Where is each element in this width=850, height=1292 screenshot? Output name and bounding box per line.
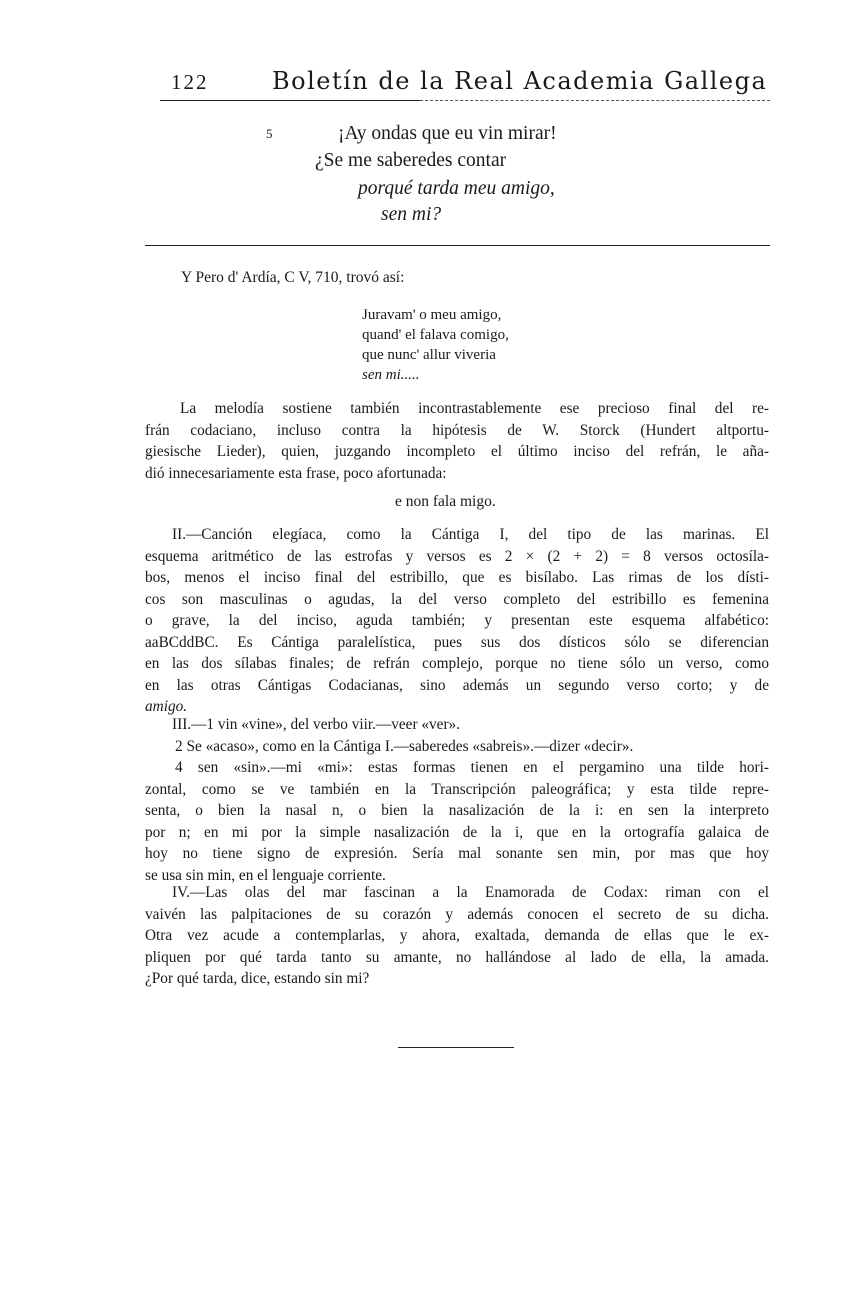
closing-rule <box>398 1047 514 1048</box>
p3-line-3: 4 sen «sin».—mi «mi»: estas formas tienen en el pergamino una tilde hori- <box>175 759 769 776</box>
p3-line-2: 2 Se «acaso», como en la Cántiga I.—saberedes «sabreis».—dizer «decir». <box>175 737 634 755</box>
page-number: 122 <box>171 70 209 94</box>
p4-line-4: pliquen por qué tarda tanto su amante, no hallándose al lado de ella, la amada. <box>145 948 769 966</box>
quote-line-4: sen mi..... <box>362 367 420 383</box>
p3-line-8: se usa sin min, en el lenguaje corriente. <box>145 866 386 884</box>
p2-line-7: en las dos sílabas finales; de refrán complejo, porque no tiene sólo un verso, como <box>145 655 769 672</box>
poem-rule <box>145 245 770 246</box>
poem-line-3: porqué tarda meu amigo, <box>358 178 555 199</box>
p3-line-7: hoy no tiene signo de expresión. Sería mal sonante sen min, por mas que hoy <box>145 845 769 862</box>
p1-line-3: giesische Lieder), quien, juzgando incompleto el último inciso del refrán, le aña- <box>145 443 769 460</box>
poem-line-4: sen mi? <box>381 204 442 225</box>
p2-line-2: esquema aritmético de las estrofas y versos es 2 × (2 + 2) = 8 versos octosíla- <box>145 547 769 565</box>
poem-line-number: 5 <box>266 126 273 141</box>
intro-line: Y Pero d' Ardía, C V, 710, trovó así: <box>181 269 405 286</box>
p1-line-4: dió innecesariamente esta frase, poco afortunada: <box>145 464 447 482</box>
p4-line-1: IV.—Las olas del mar fascinan a la Enamorada de Codax: riman con el <box>172 884 769 901</box>
p2-line-1: II.—Canción elegíaca, como la Cántiga I, del tipo de las marinas. El <box>172 526 769 543</box>
p4-line-5: ¿Por qué tarda, dice, estando sin mi? <box>145 970 370 987</box>
poem-line-2: ¿Se me saberedes contar <box>315 150 507 171</box>
p2-line-4: cos son masculinas o agudas, la del verso completo del estribillo es femenina <box>145 590 769 608</box>
poem-line-1: ¡Ay ondas que eu vin mirar! <box>338 123 557 144</box>
paragraph-III <box>145 714 769 886</box>
p4-line-3: Otra vez acude a contemplarlas, y ahora, exaltada, demanda de ellas que le ex- <box>145 927 769 944</box>
p3-line-6: por n; en mi por la simple nasalización de la i, que en la ortografía galaica de <box>145 823 769 841</box>
p1-line-1: La melodía sostiene también incontrastablemente ese precioso final del re- <box>180 400 769 417</box>
quote-line-3: que nunc' allur viveria <box>362 347 496 363</box>
p4-line-2: vaivén las palpitaciones de su corazón y además conocen el secreto de su dicha. <box>145 905 769 923</box>
poem-block <box>0 121 850 231</box>
paragraph-II <box>145 524 769 718</box>
quote-line-2: quand' el falava comigo, <box>362 327 509 343</box>
p2-line-9: amigo. <box>145 698 188 715</box>
quote-line-1: Juravam' o meu amigo, <box>362 307 502 323</box>
header-rule <box>160 100 420 101</box>
p1-line-2: frán codaciano, incluso contra la hipótesis de W. Storck (Hundert altportu- <box>145 421 769 439</box>
header-dashed-rule <box>420 100 770 101</box>
p1-quote: e non fala migo. <box>395 493 496 510</box>
paragraph-melody <box>145 398 769 484</box>
p2-line-3: bos, menos el inciso final del estribillo, que es bisílabo. Las rimas de los dísti- <box>145 569 769 586</box>
p3-line-5: senta, o bien la nasal n, o bien la nasalización de la i: en sen la interpreto <box>145 802 769 819</box>
running-title: Boletín de la Real Academia Gallega <box>272 67 768 95</box>
p2-line-5: o grave, la del inciso, aguda también; y presentan este esquema alfabético: <box>145 612 769 629</box>
quote-block <box>362 305 509 385</box>
p3-line-4: zontal, como se ve también en la Transcripción paleográfica; y esta tilde repre- <box>145 780 769 798</box>
paragraph-IV <box>145 882 769 990</box>
p2-line-6: aaBCddBC. Es Cántiga paralelística, pues sus dos dísticos sólo se diferencian <box>145 633 769 651</box>
p3-line-1: III.—1 vin «vine», del verbo viir.—veer «ver». <box>172 716 461 733</box>
p2-line-8: en las otras Cántigas Codacianas, sino además un segundo verso corto; y de <box>145 676 769 694</box>
